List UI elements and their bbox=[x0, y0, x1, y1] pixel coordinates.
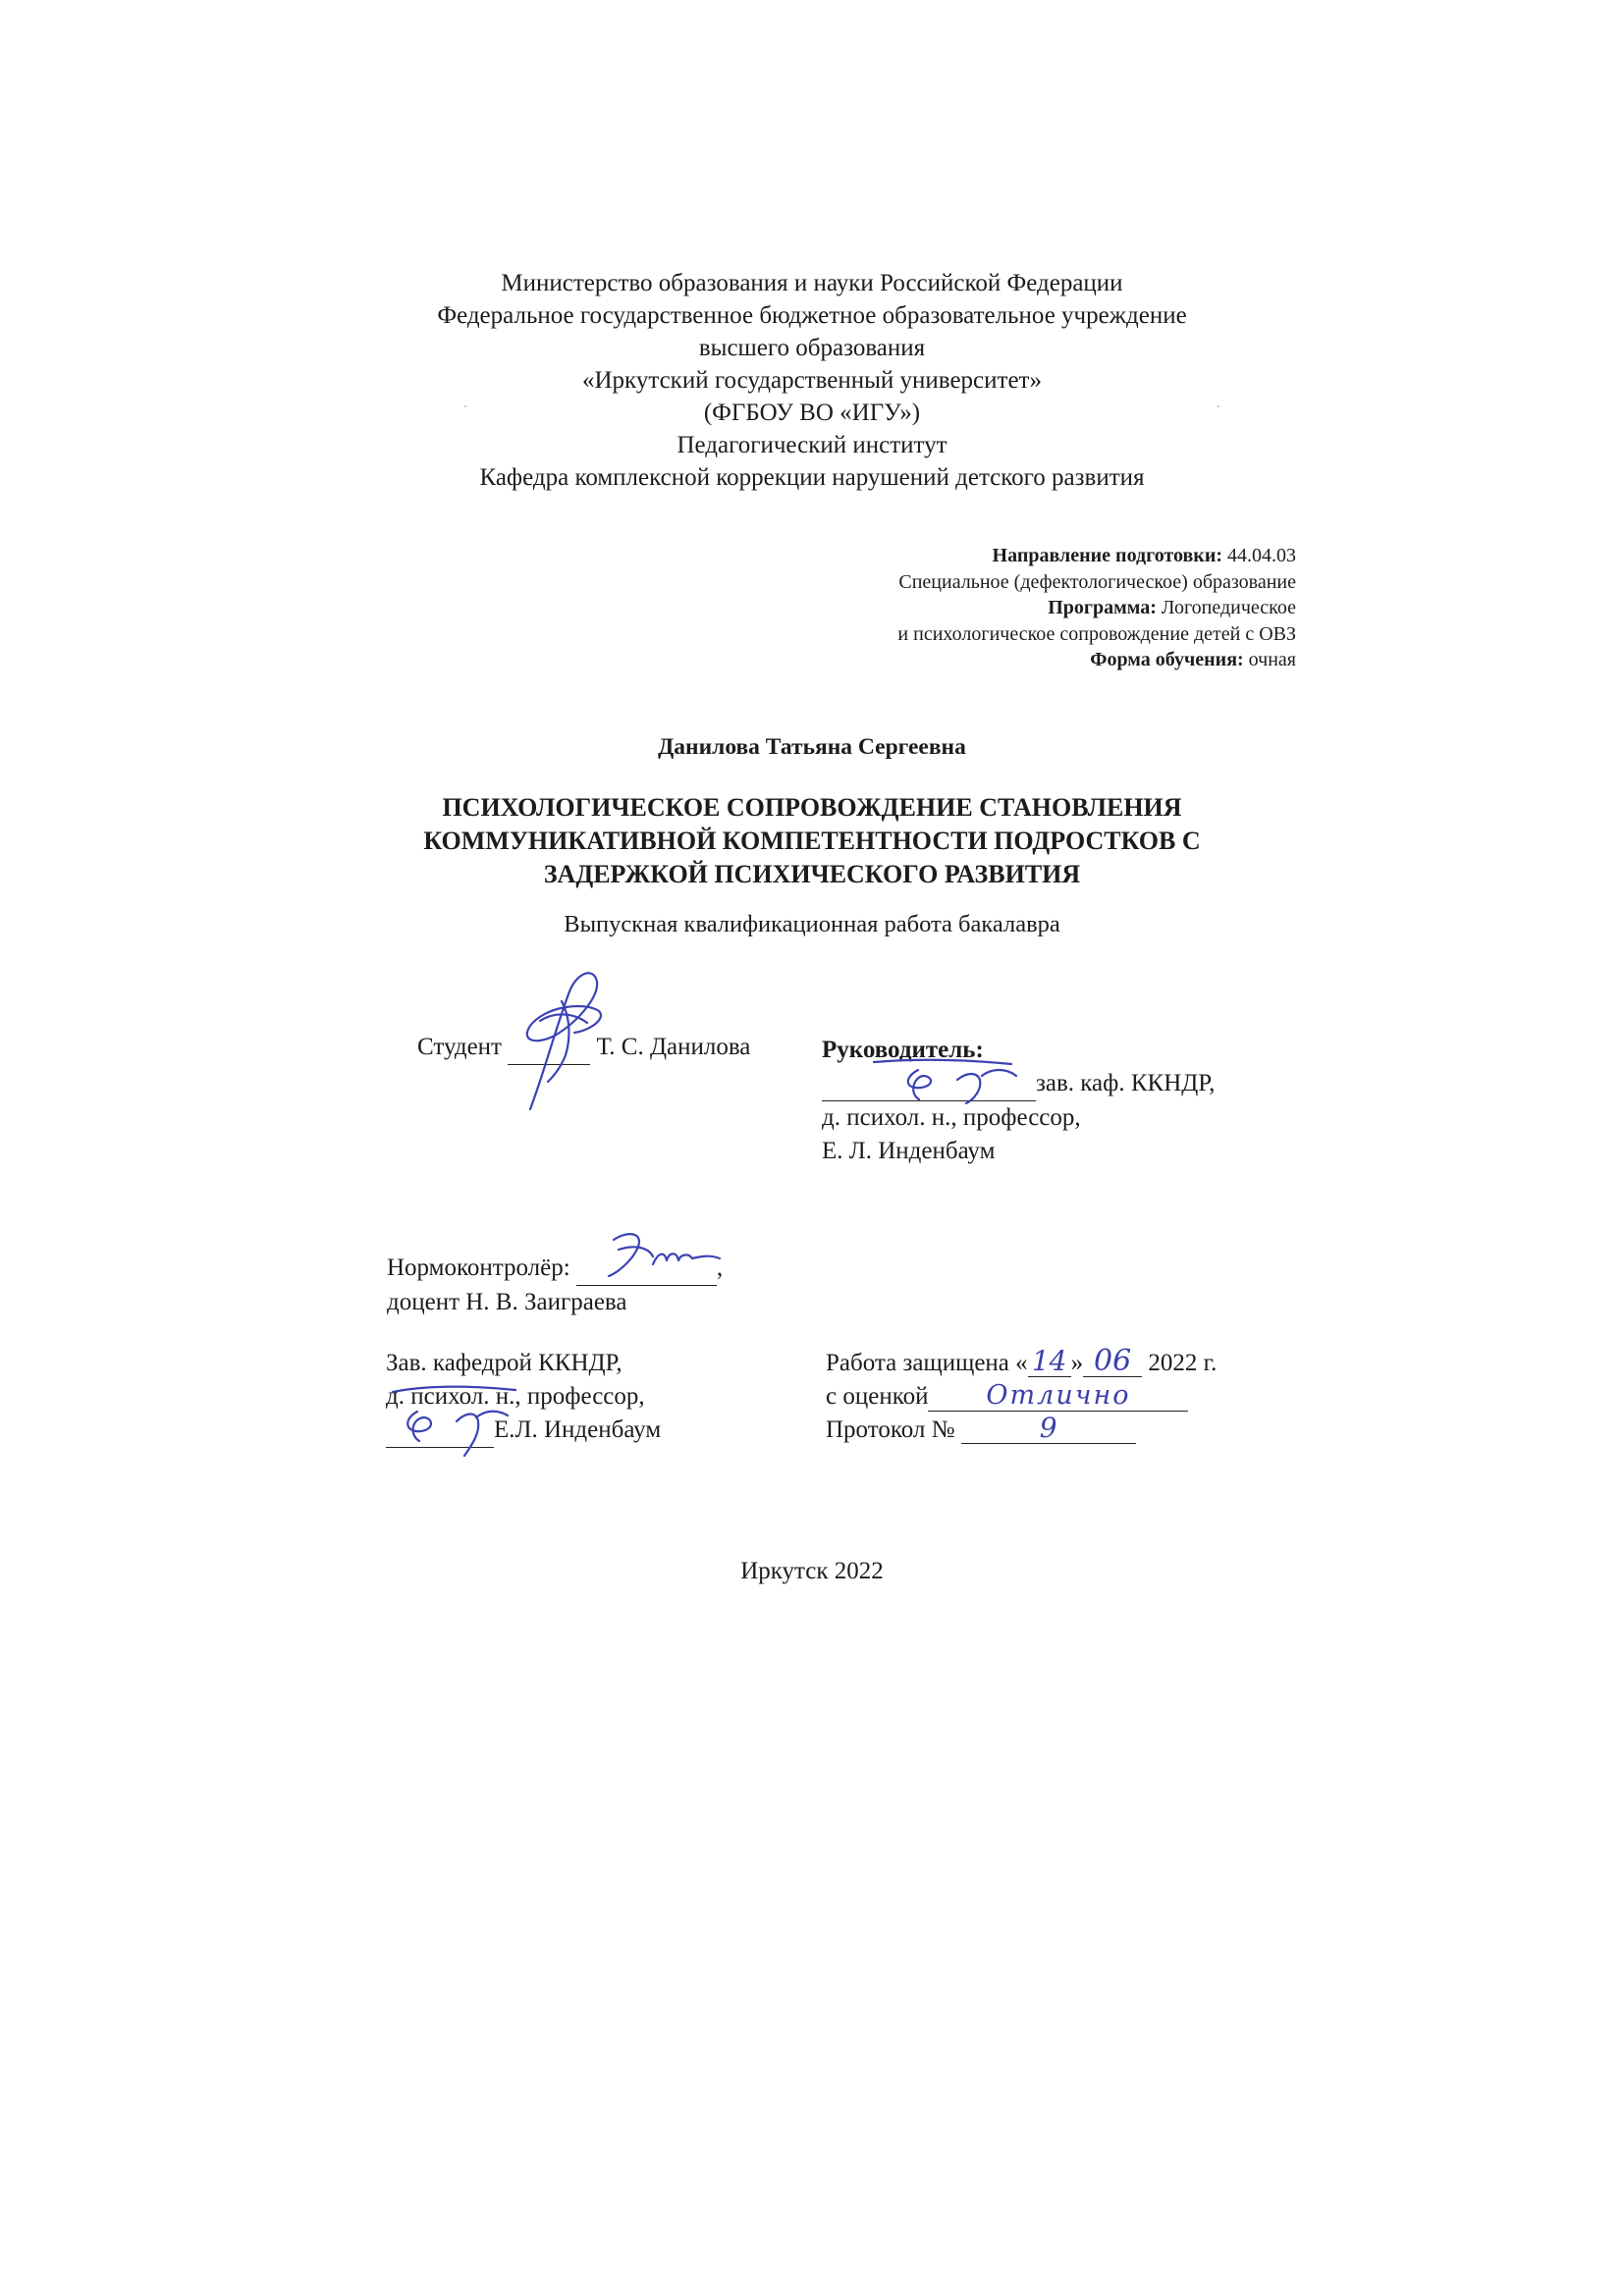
head-degree: д. психол. н., профессор, bbox=[386, 1383, 645, 1410]
city-year: Иркутск 2022 bbox=[740, 1558, 884, 1584]
defense-protocol-label: Протокол № bbox=[826, 1416, 955, 1443]
head-signature bbox=[378, 1372, 525, 1461]
header-line-university: «Иркутский государственный университет» bbox=[582, 367, 1042, 394]
defense-grade-label: с оценкой bbox=[826, 1383, 929, 1410]
program-label: Программа: bbox=[1048, 597, 1157, 618]
scan-speck bbox=[1218, 405, 1219, 407]
program-name-1: Логопедическое bbox=[1161, 597, 1296, 618]
head-name: Е.Л. Инденбаум bbox=[494, 1416, 662, 1443]
supervisor-degree: д. психол. н., профессор, bbox=[822, 1104, 1081, 1131]
defense-year: 2022 г. bbox=[1148, 1350, 1218, 1376]
form-value: очная bbox=[1248, 649, 1296, 670]
defense-month: 06 bbox=[1083, 1347, 1142, 1377]
defense-block bbox=[826, 1344, 1218, 1447]
student-signature bbox=[501, 962, 619, 1114]
thesis-title-line: ЗАДЕРЖКОЙ ПСИХИЧЕСКОГО РАЗВИТИЯ bbox=[543, 860, 1081, 888]
normocontrol-position-name: доцент Н. В. Заиграева bbox=[387, 1289, 627, 1315]
thesis-title-line: ПСИХОЛОГИЧЕСКОЕ СОПРОВОЖДЕНИЕ СТАНОВЛЕНИЯ bbox=[442, 793, 1182, 822]
defense-grade-line bbox=[826, 1380, 1217, 1414]
direction-label: Направление подготовки: bbox=[992, 545, 1222, 566]
work-type: Выпускная квалификационная работа бакалавра bbox=[564, 911, 1060, 937]
thesis-title-line: КОММУНИКАТИВНОЙ КОМПЕТЕНТНОСТИ ПОДРОСТКОВ С bbox=[423, 827, 1201, 855]
defense-grade: Отлично bbox=[928, 1381, 1188, 1412]
form-label: Форма обучения: bbox=[1090, 649, 1244, 670]
institution-header bbox=[0, 267, 1624, 494]
student-label: Студент bbox=[417, 1034, 502, 1060]
program-line bbox=[897, 595, 1296, 621]
direction-code: 44.04.03 bbox=[1227, 545, 1296, 566]
normocontrol-signature bbox=[594, 1225, 727, 1284]
supervisor-label: Руководитель: bbox=[822, 1037, 984, 1063]
head-title: Зав. кафедрой ККНДР, bbox=[386, 1350, 623, 1376]
header-line-institute: Педагогический институт bbox=[677, 432, 947, 458]
student-name: Т. С. Данилова bbox=[596, 1034, 751, 1060]
author-name: Данилова Татьяна Сергеевна bbox=[658, 734, 966, 760]
normocontrol-line: Нормоконтролёр: , bbox=[387, 1252, 723, 1286]
scan-speck bbox=[464, 405, 466, 407]
defense-protocol-line bbox=[826, 1414, 1217, 1447]
header-line-department: Кафедра комплексной коррекции нарушений детского развития bbox=[479, 464, 1145, 491]
supervisor-position: зав. каф. ККНДР, bbox=[1036, 1070, 1216, 1096]
program-direction-line bbox=[897, 543, 1296, 569]
defense-date-line bbox=[826, 1344, 1218, 1380]
normocontrol-label: Нормоконтролёр: bbox=[387, 1255, 570, 1281]
direction-name: Специальное (дефектологическое) образование bbox=[898, 570, 1296, 593]
program-info bbox=[897, 543, 1296, 673]
study-form-line bbox=[897, 647, 1296, 673]
supervisor-signature bbox=[864, 1050, 1051, 1109]
thesis-title bbox=[0, 791, 1624, 891]
defense-prefix: Работа защищена « bbox=[826, 1350, 1028, 1376]
header-line-ministry: Министерство образования и науки Российской Федерации bbox=[501, 270, 1123, 296]
header-line-institution-type: Федеральное государственное бюджетное образовательное учреждение bbox=[437, 302, 1187, 329]
header-line-abbreviation: (ФГБОУ ВО «ИГУ») bbox=[703, 400, 921, 426]
header-line-education-level: высшего образования bbox=[698, 335, 926, 361]
supervisor-name: Е. Л. Инденбаум bbox=[822, 1138, 996, 1164]
defense-protocol-number: 9 bbox=[961, 1414, 1136, 1444]
defense-quote-close: » bbox=[1070, 1350, 1084, 1376]
defense-day: 14 bbox=[1028, 1347, 1071, 1377]
program-name-2: и психологическое сопровождение детей с ОВЗ bbox=[897, 622, 1296, 645]
